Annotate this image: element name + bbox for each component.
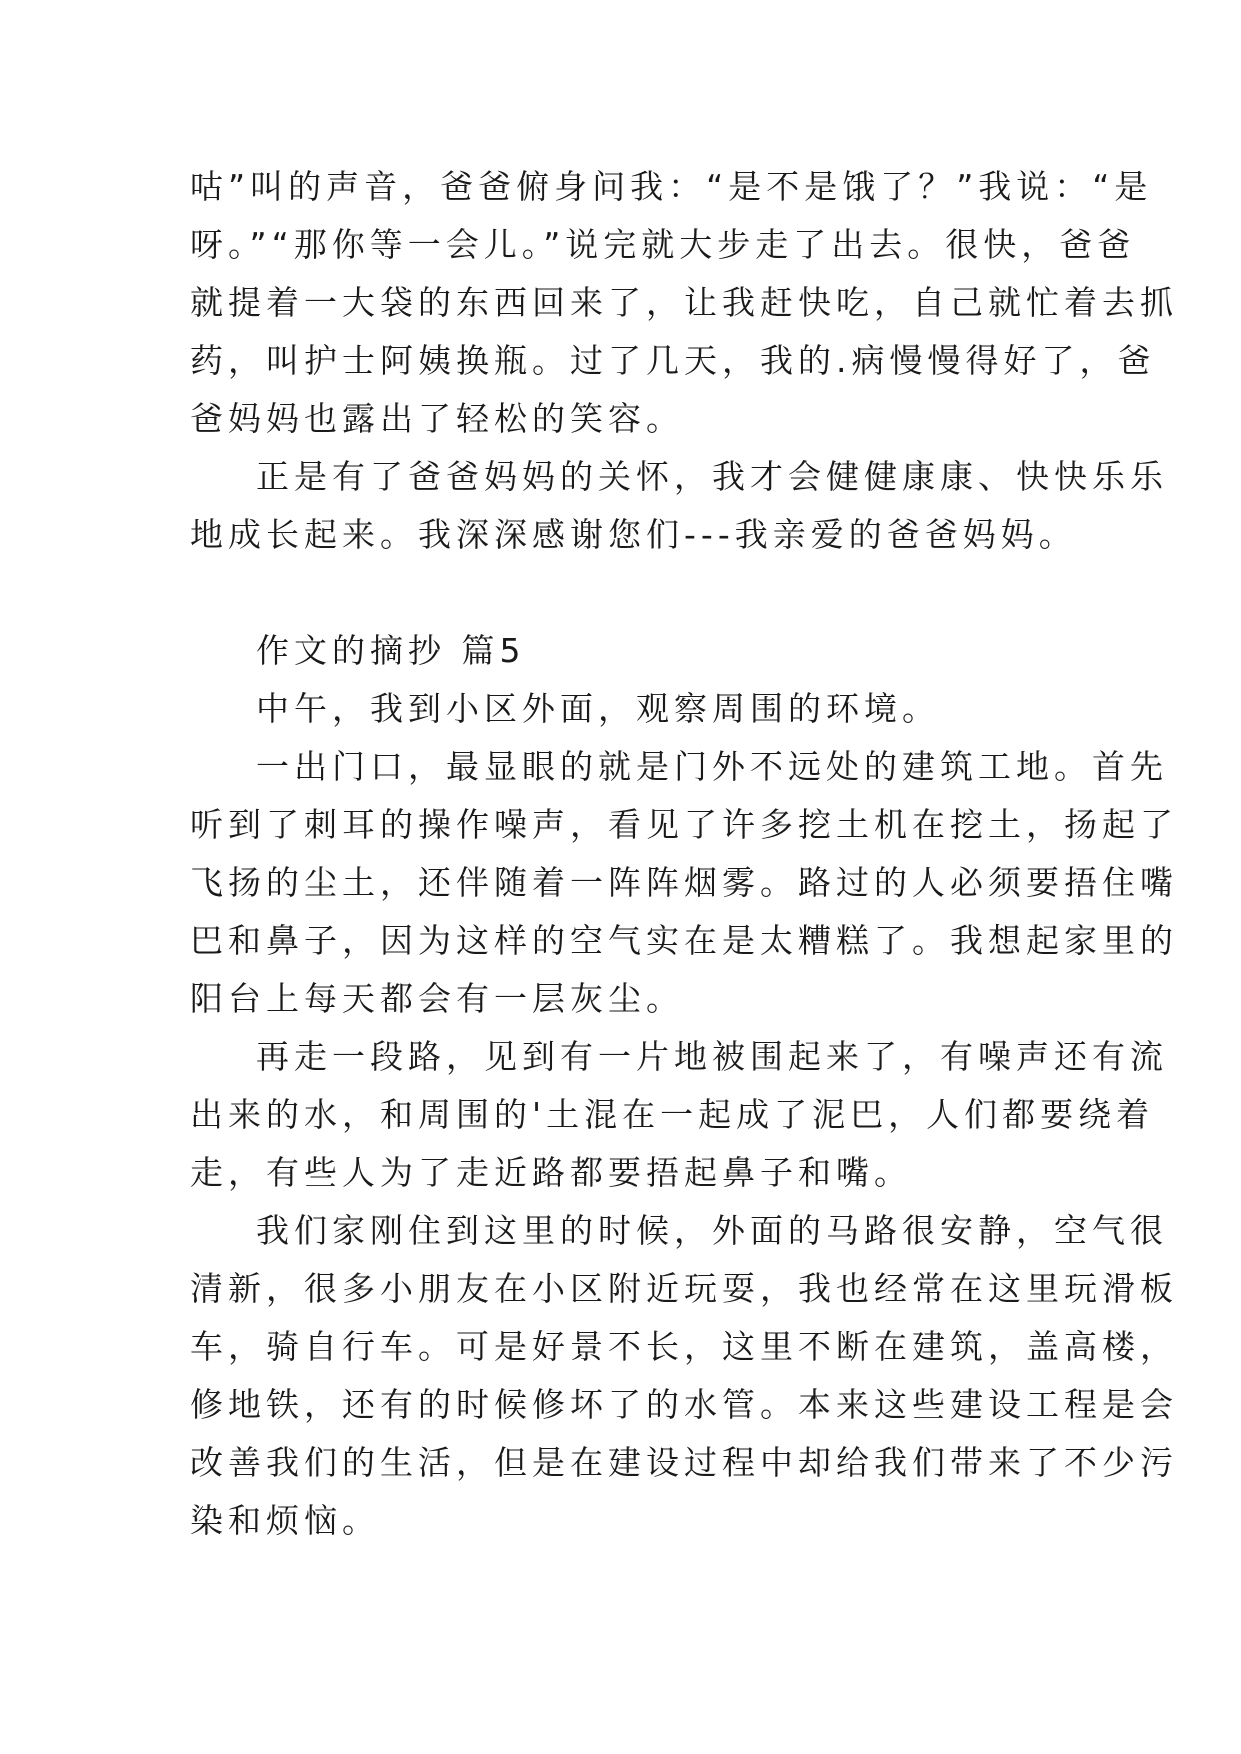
paragraph-2 [190,738,1178,1028]
section-heading: 作文的摘抄 篇5 [256,631,526,670]
text-line: 一出门口，最显眼的就是门外不远处的建筑工地。首先 [256,747,1168,786]
text-line: 阳台上每天都会有一层灰尘。 [190,979,684,1018]
text-line: 药，叫护士阿姨换瓶。过了几天，我的.病慢慢得好了，爸 [190,341,1156,380]
paragraph-1 [190,680,1052,738]
text-line: 爸妈妈也露出了轻松的笑容。 [190,399,684,438]
text-line: 飞扬的尘土，还伴随着一阵阵烟雾。路过的人必须要捂住嘴 [190,863,1178,902]
text-line: 再走一段路，见到有一片地被围起来了，有噪声还有流 [256,1037,1168,1076]
text-line: 咕”叫的声音，爸爸俯身问我：“是不是饿了？”我说：“是 [190,167,1153,206]
paragraph-3 [190,1028,1168,1202]
paragraph-4 [190,1202,1178,1550]
paragraph-prev-closing [190,448,1168,564]
text-line: 地成长起来。我深深感谢您们---我亲爱的爸爸妈妈。 [190,515,1077,554]
text-line: 正是有了爸爸妈妈的关怀，我才会健健康康、快快乐乐 [256,457,1168,496]
document-page [190,158,1178,1550]
text-line: 听到了刺耳的操作噪声，看见了许多挖土机在挖土，扬起了 [190,805,1178,844]
text-line: 中午，我到小区外面，观察周围的环境。 [256,689,940,728]
text-line: 车，骑自行车。可是好景不长，这里不断在建筑，盖高楼， [190,1327,1178,1366]
text-line: 走，有些人为了走近路都要捂起鼻子和嘴。 [190,1153,912,1192]
text-line: 就提着一大袋的东西回来了，让我赶快吃，自己就忙着去抓 [190,283,1178,322]
text-line: 呀。”“那你等一会儿。”说完就大步走了出去。很快，爸爸 [190,225,1136,264]
text-line: 巴和鼻子，因为这样的空气实在是太糟糕了。我想起家里的 [190,921,1178,960]
text-line: 我们家刚住到这里的时候，外面的马路很安静，空气很 [256,1211,1168,1250]
paragraph-prev-continuation [190,158,1178,448]
text-line: 修地铁，还有的时候修坏了的水管。本来这些建设工程是会 [190,1385,1178,1424]
text-line: 出来的水，和周围的'土混在一起成了泥巴，人们都要绕着 [190,1095,1155,1134]
text-line: 清新，很多小朋友在小区附近玩耍，我也经常在这里玩滑板 [190,1269,1178,1308]
text-line: 改善我们的生活，但是在建设过程中却给我们带来了不少污 [190,1443,1178,1482]
section-gap [190,564,1052,622]
text-line: 染和烦恼。 [190,1501,380,1540]
